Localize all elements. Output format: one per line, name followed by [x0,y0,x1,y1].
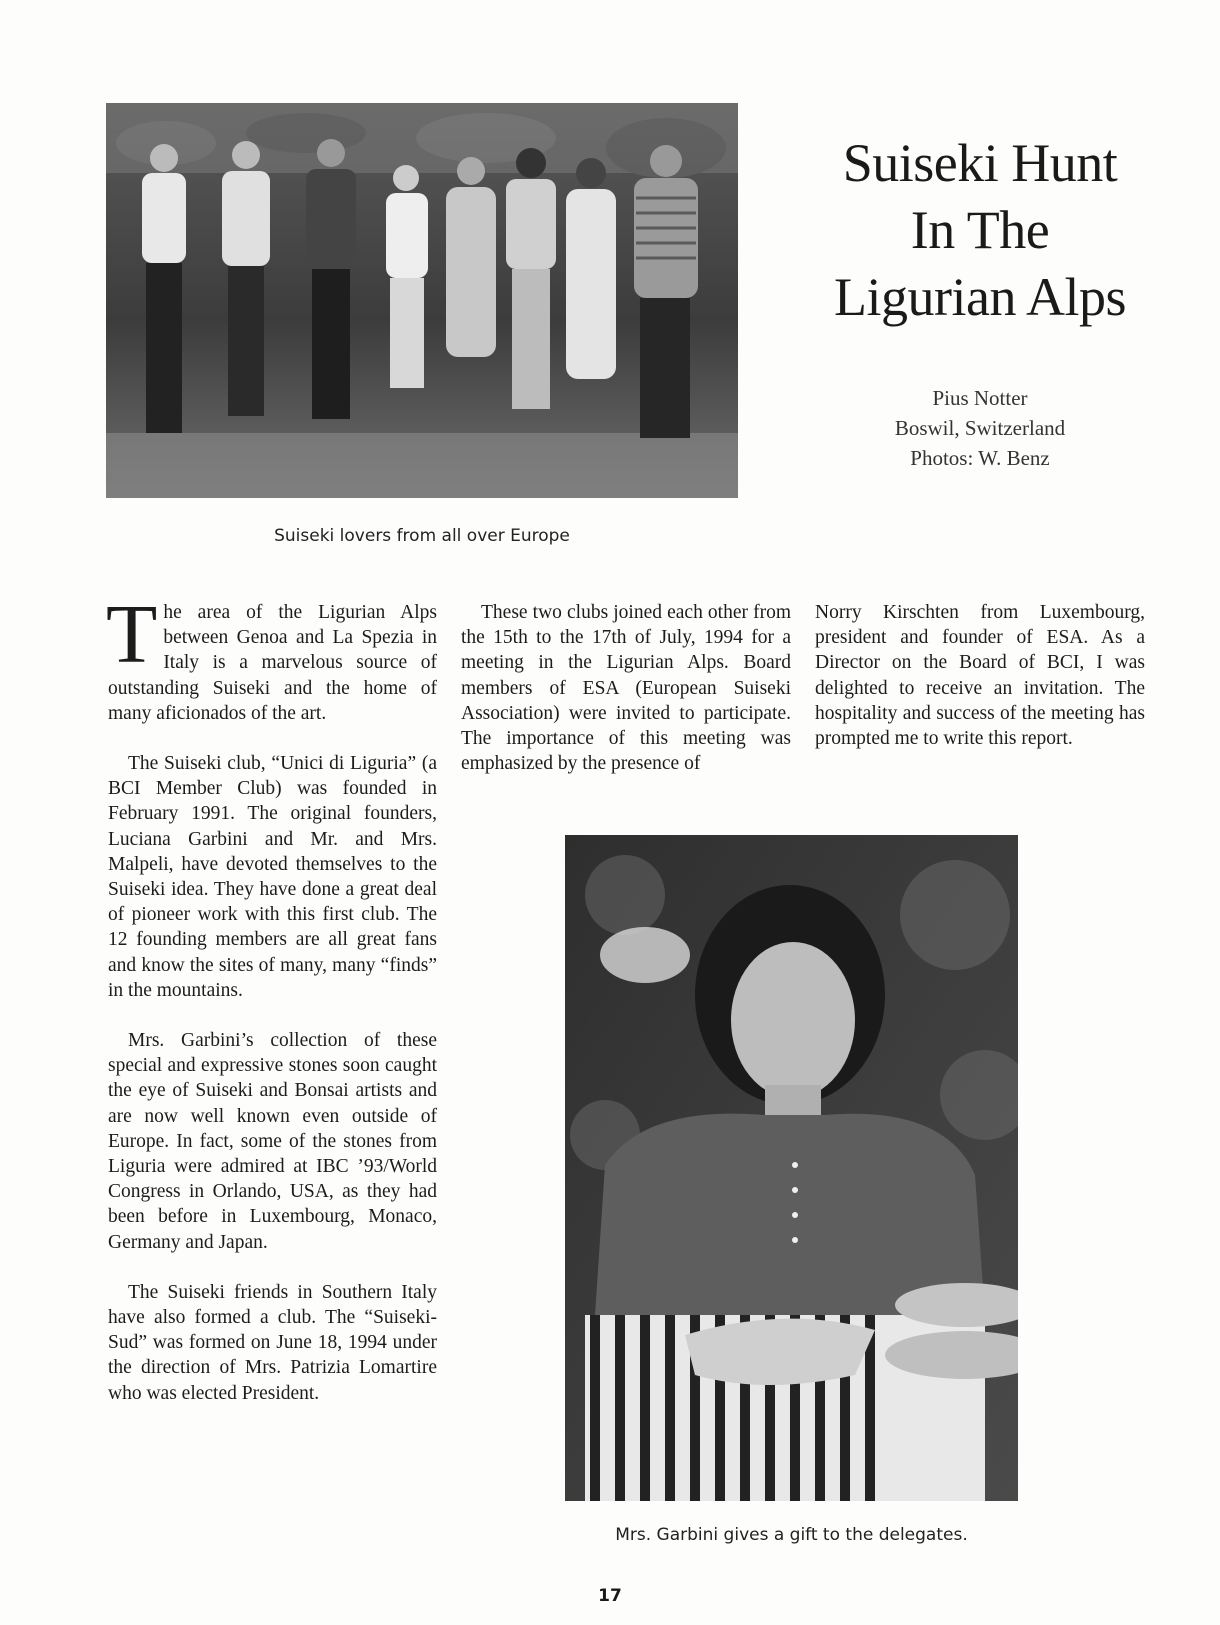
byline-author: Pius Notter [932,386,1028,410]
title-line-1: Suiseki Hunt [842,133,1118,193]
paragraph: Mrs. Garbini’s collection of these special and expressive stones soon caught the eye of Suiseki and Bonsai artists and are now well known even outside of Europe. In fact, some of the stones from Liguria were admired at IBC ’93/World Congress in Orlando, USA, as they had been before in Luxembourg, Monaco, Germany and Japan. [108,1030,437,1253]
paragraph [106,588,437,726]
text-column-1 [106,588,437,1431]
group-photo-caption: Suiseki lovers from all over Europe [274,526,570,546]
gift-photo-caption: Mrs. Garbini gives a gift to the delegates. [615,1525,968,1545]
gift-photo [565,835,1018,1501]
paragraph: The Suiseki friends in Southern Italy have also formed a club. The “Suiseki-Sud” was formed on June 18, 1994 under the direction of Mrs. Patrizia Lomartire who was elected President. [108,1281,437,1404]
group-photo [106,103,738,498]
title-line-3: Ligurian Alps [834,267,1126,327]
paragraph: The Suiseki club, “Unici di Liguria” (a BCI Member Club) was founded in February 1991. The original founders, Luciana Garbini and Mr. and Mrs. Malpeli, have devoted themselves to the Suiseki idea. They have done a great deal of pioneer work with this first club. The 12 founding members are all great fans and know the sites of many, many “finds” in the mountains. [108,753,437,1001]
title-line-2: In The [910,200,1050,260]
paragraph: These two clubs joined each other from the 15th to the 17th of July, 1994 for a meeting in the Ligurian Alps. Board members of ESA (European Suiseki Association) were invited to participate. The importance of this meeting was emphasized by the presence of [461,602,791,775]
byline-photos: Photos: W. Benz [910,446,1050,470]
drop-cap: T [106,588,158,681]
group-photo-image [106,103,738,498]
byline-location: Boswil, Switzerland [894,416,1066,440]
page-number: 17 [598,1586,622,1606]
paragraph-text: he area of the Ligurian Alps between Genoa and La Spezia in Italy is a marvelous source of outstanding Suiseki and the home of many aficionados of the art. [108,602,437,724]
paragraph: Norry Kirschten from Luxembourg, president and founder of ESA. As a Director on the Board of BCI, I was delighted to receive an invitation. The hospitality and success of the meeting has prompted me to write this report. [815,602,1145,750]
text-column-2 [461,600,791,801]
text-column-3 [815,600,1145,776]
article-title [770,130,1190,331]
byline [770,383,1190,473]
gift-photo-image [565,835,1018,1501]
